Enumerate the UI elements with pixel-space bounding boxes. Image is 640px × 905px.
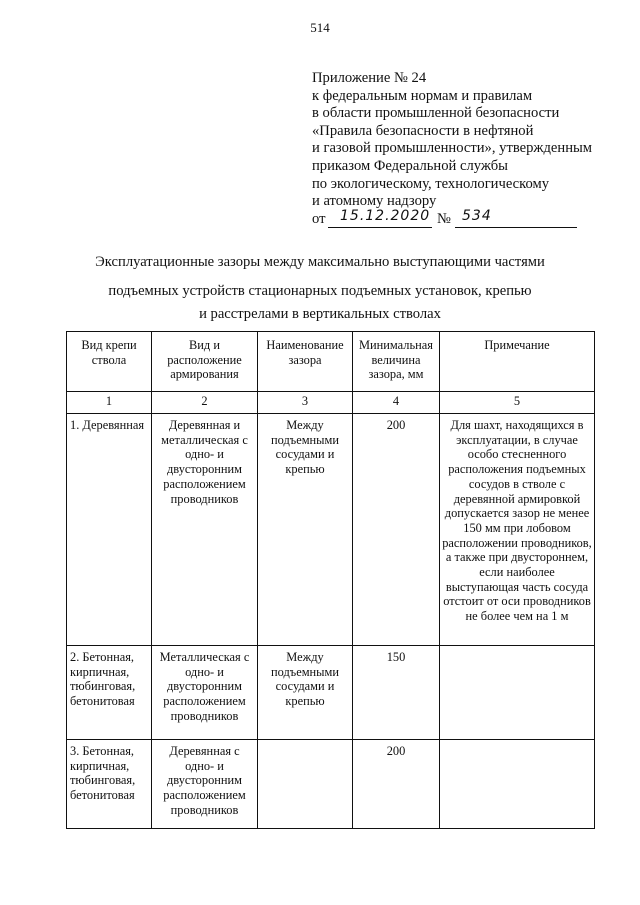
number-prefix: № — [437, 210, 451, 227]
table-row — [67, 740, 595, 829]
appendix-line: Приложение № 24 — [312, 70, 427, 86]
shaft-lining-cell: 2. Бетонная, кирпичная, тюбинговая, бетонитовая — [67, 646, 152, 740]
appendix-line: приказом Федеральной службы — [312, 157, 508, 174]
reinforcement-cell: Деревянная и металлическая с одно- и двусторонним расположением проводников — [152, 414, 258, 646]
min-clearance-cell: 200 — [353, 740, 440, 829]
note-cell: Для шахт, находящихся в эксплуатации, в случае особо стесненного расположения подъемных сосудов в стволе с деревянной армировкой допускается зазор не менее 150 мм при лобовом расположении проводников, а также при двустороннем, если наиболее выступающая часть сосуда отстоит от оси проводников не более чем на 1 м — [440, 414, 595, 646]
appendix-block — [312, 70, 632, 231]
table-header-row — [67, 332, 595, 392]
header-cell: Примечание — [440, 332, 595, 392]
column-number-row — [67, 392, 595, 414]
appendix-line: «Правила безопасности в нефтяной — [312, 122, 534, 139]
clearance-name-cell — [258, 740, 353, 829]
date-underline — [328, 227, 432, 228]
header-cell: Вид и расположение армирования — [152, 332, 258, 392]
number-underline — [455, 227, 577, 228]
table-row — [67, 646, 595, 740]
document-title-line: и расстрелами в вертикальных стволах — [199, 306, 441, 322]
note-cell — [440, 740, 595, 829]
appendix-line: по экологическому, технологическому — [312, 175, 550, 192]
document-title-line: Эксплуатационные зазоры между максимально выступающими частями — [95, 254, 545, 270]
shaft-lining-cell: 1. Деревянная — [67, 414, 152, 646]
clearance-name-cell: Между подъемными сосудами и крепью — [258, 414, 353, 646]
min-clearance-cell: 200 — [353, 414, 440, 646]
min-clearance-cell: 150 — [353, 646, 440, 740]
date-prefix: от — [312, 210, 326, 227]
shaft-lining-cell: 3. Бетонная, кирпичная, тюбинговая, бетонитовая — [67, 740, 152, 829]
clearances-table — [66, 331, 595, 829]
column-number: 3 — [258, 392, 353, 414]
appendix-line: и газовой промышленности», утвержденным — [312, 140, 593, 157]
table-row — [67, 414, 595, 646]
appendix-line: к федеральным нормам и правилам — [312, 87, 533, 104]
column-number: 2 — [152, 392, 258, 414]
clearance-name-cell: Между подъемными сосудами и крепью — [258, 646, 353, 740]
appendix-line: в области промышленной безопасности — [312, 105, 560, 122]
page-number: 514 — [310, 20, 330, 35]
header-cell: Вид крепи ствола — [67, 332, 152, 392]
column-number: 1 — [67, 392, 152, 414]
header-cell: Минимальная величина зазора, мм — [353, 332, 440, 392]
header-cell: Наименование зазора — [258, 332, 353, 392]
document-title-line: подъемных устройств стационарных подъемных установок, крепью — [108, 283, 532, 299]
order-date-number-line — [312, 207, 632, 231]
appendix-line: и атомному надзору — [312, 193, 437, 210]
reinforcement-cell: Деревянная с одно- и двусторонним расположением проводников — [152, 740, 258, 829]
column-number: 5 — [440, 392, 595, 414]
column-number: 4 — [353, 392, 440, 414]
handwritten-number: 534 — [462, 207, 492, 224]
handwritten-date: 15.12.2020 — [340, 207, 431, 224]
reinforcement-cell: Металлическая с одно- и двусторонним расположением проводников — [152, 646, 258, 740]
note-cell — [440, 646, 595, 740]
